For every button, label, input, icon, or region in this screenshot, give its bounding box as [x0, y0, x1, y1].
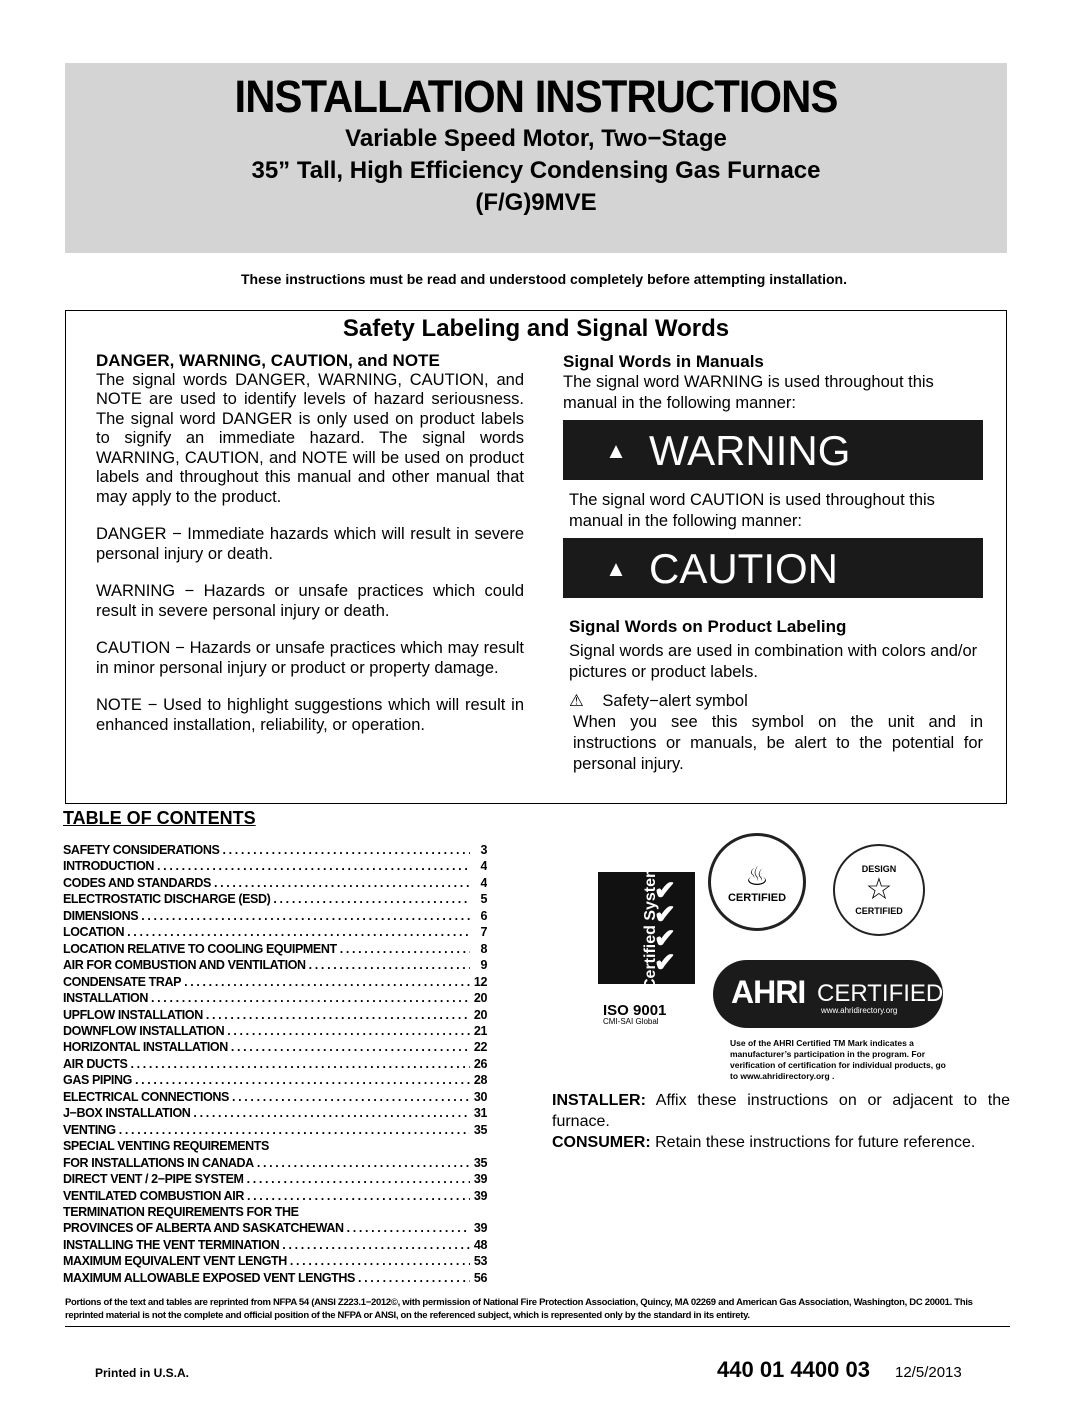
toc-entry-label: GAS PIPING [63, 1073, 132, 1088]
toc-entry[interactable] [63, 1138, 487, 1154]
toc-entry-label: DOWNFLOW INSTALLATION [63, 1023, 225, 1038]
toc-entry-label: LOCATION [63, 925, 125, 940]
ahri-certified-logo [713, 960, 943, 1028]
toc-entry-page: 56 [473, 1270, 487, 1285]
footer-divider [65, 1326, 1010, 1327]
toc-entry-label: J−BOX INSTALLATION [63, 1106, 191, 1121]
toc-entry-page: 20 [473, 991, 487, 1006]
toc-entry-label: TERMINATION REQUIREMENTS FOR THE [63, 1204, 299, 1219]
toc-entry-label: VENTILATED COMBUSTION AIR [63, 1188, 244, 1203]
product-labeling-text: Signal words are used in combination with colors and/or pictures or product labels. [569, 642, 978, 681]
toc-entry-label: INTRODUCTION [63, 859, 155, 874]
csa-certified-seal [708, 833, 806, 931]
toc-entry-label: FOR INSTALLATIONS IN CANADA [63, 1155, 254, 1170]
toc-entry-page: 3 [480, 843, 487, 857]
safety-right-column [563, 351, 983, 775]
toc-dot-leader [282, 1237, 470, 1253]
subtitle-line-2: 35” Tall, High Efficiency Condensing Gas Furnace [251, 157, 821, 184]
iso-certification-logo [598, 863, 695, 990]
toc-dot-leader [358, 1270, 470, 1286]
warning-label: WARNING [649, 426, 851, 474]
toc-dot-leader [340, 941, 470, 957]
header-banner [65, 63, 1007, 253]
toc-entry-page: 35 [473, 1122, 487, 1137]
toc-dot-leader [290, 1253, 470, 1269]
toc-entry[interactable] [63, 858, 487, 874]
toc-entry-page: 4 [480, 875, 487, 890]
toc-entry-label: SAFETY CONSIDERATIONS [63, 843, 220, 857]
toc-entry[interactable] [63, 990, 487, 1006]
ahri-url: www.ahridirectory.org [821, 1006, 898, 1015]
toc-entry-page: 8 [480, 941, 487, 956]
toc-entry-label: INSTALLING THE VENT TERMINATION [63, 1237, 280, 1252]
toc-dot-leader [232, 1089, 470, 1105]
note-definition: NOTE − Used to highlight suggestions which will result in enhanced installation, reliability, or operation. [96, 696, 524, 734]
toc-entry-page: 39 [473, 1188, 487, 1203]
toc-entry[interactable] [63, 891, 487, 907]
design-label: DESIGN [861, 864, 897, 874]
signal-words-paragraph: The signal words DANGER, WARNING, CAUTION, and NOTE are used to identify levels of hazard seriousness. The signal word DANGER is only used on product labels to signify an immediate hazard. The signal words WARNING, CAUTION, and NOTE will be used on product labels and throughout this manual and other manual that may apply to the product. [96, 370, 524, 506]
toc-entry-label: DIMENSIONS [63, 908, 139, 923]
alert-triangle-icon: ▲ [605, 437, 627, 463]
toc-dot-leader [141, 908, 470, 924]
toc-entry[interactable] [63, 842, 487, 858]
nfpa-footnote: Portions of the text and tables are reprinted from NFPA 54 (ANSI Z223.1−2012©, with permission of National Fire Protection Association, Quincy, MA 02269 and American Gas Association, Washington, DC 20001. This reprinted material is not the complete and official position of the NFPA or ANSI, on the referenced subject, which is represented only by the standard in its entirety. [65, 1297, 973, 1321]
iso-vertical-text: Certified System [642, 863, 659, 990]
toc-dot-leader [193, 1105, 470, 1121]
product-labeling-heading: Signal Words on Product Labeling [569, 617, 847, 636]
toc-entry-page: 22 [473, 1040, 487, 1055]
signal-words-heading: DANGER, WARNING, CAUTION, and NOTE [96, 351, 440, 370]
toc-entry-label: VENTING [63, 1122, 116, 1137]
toc-entry[interactable] [63, 924, 487, 940]
toc-entry-page: 9 [480, 958, 487, 973]
safety-title: Safety Labeling and Signal Words [342, 315, 730, 342]
csa-certified-label: CERTIFIED [727, 891, 787, 904]
ahri-name: AHRI [731, 974, 806, 1010]
check-marks-icon: ✔ ✔ ✔ ✔ [654, 875, 676, 977]
toc-entry-label: CONDENSATE TRAP [63, 974, 182, 989]
toc-dot-leader [119, 1122, 470, 1138]
toc-entry-page: 30 [473, 1089, 487, 1104]
toc-entry-page: 26 [473, 1056, 487, 1071]
warning-signal-box [563, 420, 983, 480]
caution-usage-text: The signal word CAUTION is used throughout this manual in the following manner: [569, 491, 935, 530]
toc-entry-label: AIR FOR COMBUSTION AND VENTILATION [63, 958, 306, 973]
ahri-note: Use of the AHRI Certified TM Mark indicates a manufacturer’s participation in the program. For verification of certification for individual products, go to www.ahridirectory.org . [730, 1038, 946, 1081]
toc-entry-label: MAXIMUM EQUIVALENT VENT LENGTH [63, 1254, 287, 1269]
safety-box [65, 310, 1007, 804]
toc-entry-page: 4 [480, 859, 487, 874]
design-certified-label: CERTIFIED [855, 906, 903, 916]
toc-dot-leader [273, 891, 470, 907]
model-number: (F/G)9MVE [475, 189, 597, 216]
star-icon: ☆ [865, 873, 893, 906]
toc-dot-leader [247, 1171, 470, 1187]
toc-dot-leader [309, 957, 470, 973]
safety-left-column [96, 351, 524, 753]
ahri-certified-word: CERTIFIED [817, 980, 944, 1007]
printed-in: Printed in U.S.A. [95, 1366, 190, 1380]
toc-entry-page: 53 [473, 1254, 487, 1269]
toc-entry-label: UPFLOW INSTALLATION [63, 1007, 203, 1022]
toc-dot-leader [227, 1023, 470, 1039]
toc-entry-label: LOCATION RELATIVE TO COOLING EQUIPMENT [63, 941, 337, 956]
toc-entry[interactable] [63, 1072, 487, 1088]
toc-entry[interactable] [63, 1171, 487, 1187]
toc-entry-label: AIR DUCTS [63, 1056, 128, 1071]
danger-definition: DANGER − Immediate hazards which will result in severe personal injury or death. [96, 525, 524, 563]
toc-entry-label: INSTALLATION [63, 991, 149, 1006]
toc-entry-page: 39 [473, 1221, 487, 1236]
signal-words-manuals-heading: Signal Words in Manuals [563, 352, 764, 371]
toc-entry-page: 5 [480, 892, 487, 907]
toc-dot-leader [184, 974, 470, 990]
toc-entry-label: CODES AND STANDARDS [63, 875, 211, 890]
toc-entry[interactable] [63, 1007, 487, 1023]
installer-consumer-notes [552, 1090, 1010, 1153]
toc-entry[interactable] [63, 974, 487, 990]
flame-icon: ♨ [745, 860, 769, 891]
toc-dot-leader [347, 1220, 470, 1236]
toc-entry[interactable] [63, 1204, 487, 1220]
document-date: 12/5/2013 [895, 1364, 962, 1381]
toc-dot-leader [257, 1155, 470, 1171]
safety-alert-label: Safety−alert symbol [602, 692, 748, 710]
toc-dot-leader [127, 924, 470, 940]
toc-entry-page: 21 [473, 1023, 487, 1038]
alert-triangle-icon: ▲ [605, 555, 627, 581]
toc-entry-label: SPECIAL VENTING REQUIREMENTS [63, 1139, 269, 1154]
subtitle-line-1: Variable Speed Motor, Two−Stage [345, 125, 727, 152]
intro-notice: These instructions must be read and understood completely before attempting installation. [241, 271, 847, 287]
toc-entry[interactable] [63, 1237, 487, 1253]
toc-entry[interactable] [63, 875, 487, 891]
consumer-label: CONSUMER: [552, 1134, 651, 1151]
toc-entry[interactable] [63, 957, 487, 973]
toc-entry[interactable] [63, 1105, 487, 1121]
toc-entry[interactable] [63, 1023, 487, 1039]
toc-dot-leader [135, 1072, 470, 1088]
toc-entry-label: DIRECT VENT / 2−PIPE SYSTEM [63, 1172, 244, 1187]
toc-entry[interactable] [63, 1155, 487, 1171]
warning-definition: WARNING − Hazards or unsafe practices which could result in severe personal injury or death. [96, 582, 524, 620]
toc-dot-leader [206, 1007, 470, 1023]
toc-entry-page: 12 [473, 974, 487, 989]
toc-entry[interactable] [63, 908, 487, 924]
design-certified-seal [833, 844, 925, 936]
toc-dot-leader [157, 858, 470, 874]
table-of-contents [63, 842, 487, 1286]
toc-entry-label: ELECTRICAL CONNECTIONS [63, 1089, 229, 1104]
toc-entry-label: ELECTROSTATIC DISCHARGE (ESD) [63, 892, 271, 907]
consumer-note [552, 1132, 1010, 1153]
toc-dot-leader [151, 990, 470, 1006]
toc-title: TABLE OF CONTENTS [63, 808, 256, 828]
safety-alert-text: When you see this symbol on the unit and in instructions or manuals, be alert to the potential for personal injury. [573, 713, 983, 773]
toc-dot-leader [231, 1039, 470, 1055]
product-labeling-block [563, 616, 983, 775]
safety-alert-row [569, 691, 983, 712]
toc-dot-leader [214, 875, 470, 891]
safety-alert-icon: ⚠ [569, 692, 584, 710]
document-title: INSTALLATION INSTRUCTIONS [234, 71, 838, 122]
toc-entry-page: 39 [473, 1172, 487, 1187]
toc-dot-leader [247, 1188, 470, 1204]
caution-label: CAUTION [649, 544, 838, 592]
toc-entry-label: HORIZONTAL INSTALLATION [63, 1040, 228, 1055]
toc-entry-page: 35 [473, 1155, 487, 1170]
caution-signal-box [563, 538, 983, 598]
toc-dot-leader [130, 1056, 470, 1072]
toc-entry-label: MAXIMUM ALLOWABLE EXPOSED VENT LENGTHS [63, 1270, 355, 1285]
toc-entry-page: 31 [473, 1106, 487, 1121]
installer-note [552, 1090, 1010, 1132]
toc-entry[interactable] [63, 1270, 487, 1286]
toc-entry[interactable] [63, 1253, 487, 1269]
toc-entry-page: 28 [473, 1073, 487, 1088]
caution-definition: CAUTION − Hazards or unsafe practices which may result in minor personal injury or product or property damage. [96, 639, 524, 677]
toc-entry[interactable] [63, 1039, 487, 1055]
installer-label: INSTALLER: [552, 1092, 646, 1109]
iso-sub-label: CMI-SAI Global [603, 1017, 659, 1026]
toc-entry-page: 48 [473, 1237, 487, 1252]
toc-entry[interactable] [63, 1188, 487, 1204]
toc-entry[interactable] [63, 1056, 487, 1072]
toc-entry-page: 6 [480, 908, 487, 923]
installer-text: Affix these instructions on or adjacent to the furnace. [552, 1092, 1010, 1130]
toc-entry-page: 20 [473, 1007, 487, 1022]
toc-entry[interactable] [63, 1122, 487, 1138]
consumer-text: Retain these instructions for future reference. [650, 1134, 976, 1151]
warning-usage-text: The signal word WARNING is used throughout this manual in the following manner: [563, 373, 934, 412]
toc-dot-leader [222, 842, 470, 858]
iso-label: ISO 9001 [603, 1002, 667, 1019]
toc-entry[interactable] [63, 941, 487, 957]
toc-entry[interactable] [63, 1089, 487, 1105]
toc-entry-label: PROVINCES OF ALBERTA AND SASKATCHEWAN [63, 1221, 344, 1236]
toc-entry[interactable] [63, 1220, 487, 1236]
toc-entry-page: 7 [480, 925, 487, 940]
document-number: 440 01 4400 03 [717, 1357, 870, 1382]
